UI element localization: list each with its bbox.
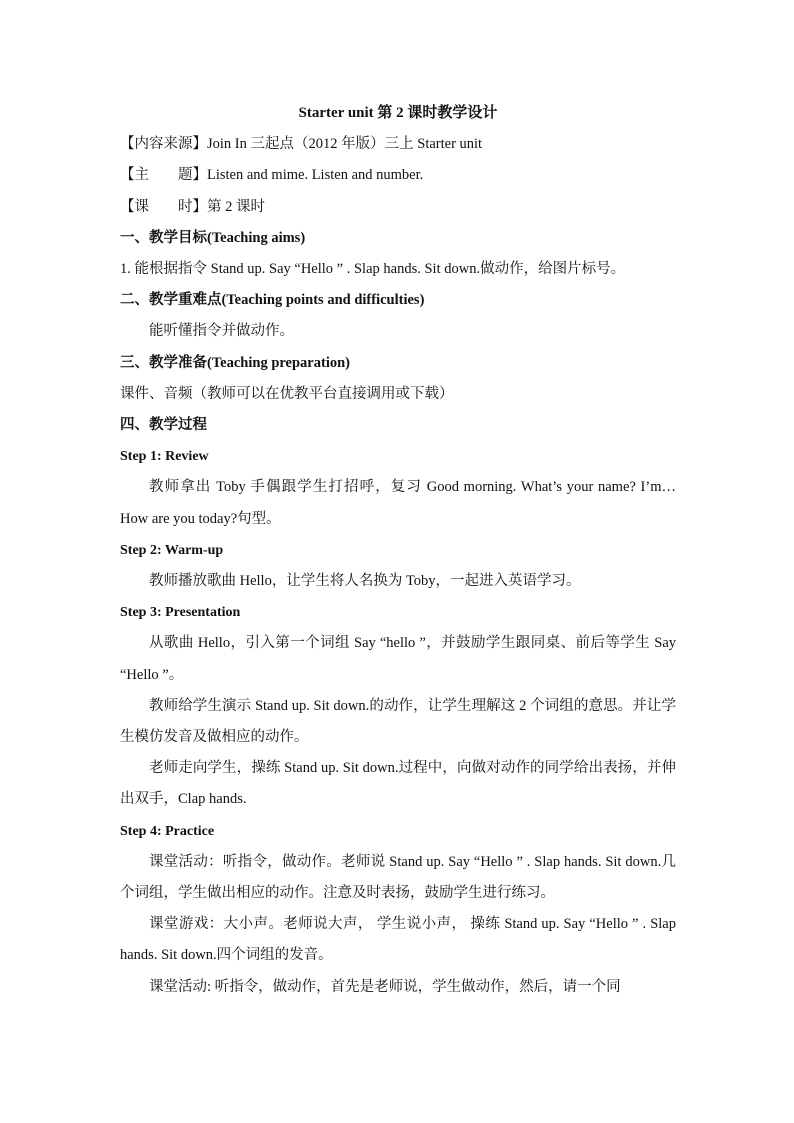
- meta-source: 【内容来源】Join In 三起点（2012 年版）三上 Starter unit: [120, 136, 483, 153]
- step-2-paragraph: 教师播放歌曲 Hello，让学生将人名换为 Toby，一起进入英语学习。: [149, 573, 581, 590]
- document-body: [120, 98, 676, 1003]
- step-1-title: Step 1: Review: [120, 449, 209, 465]
- step-2-title: Step 2: Warm-up: [120, 542, 224, 558]
- step-3-paragraph-3: 老师走向学生，操练 Stand up. Sit down.过程中，向做对动作的同学给出表扬，并伸出双手，Clap hands.: [120, 760, 676, 808]
- points-heading: 二、教学重难点(Teaching points and difficulties): [120, 292, 425, 309]
- document-title: Starter unit 第 2 课时教学设计: [298, 105, 498, 121]
- step-3-title: Step 3: Presentation: [120, 605, 241, 621]
- aims-item: 1. 能根据指令 Stand up. Say “Hello ” . Slap hands. Sit down.做动作，给图片标号。: [120, 261, 626, 278]
- step-3-paragraph-2: 教师给学生演示 Stand up. Sit down.的动作，让学生理解这 2 个词组的意思。并让学生模仿发音及做相应的动作。: [120, 697, 676, 746]
- step-4-paragraph-3: 课堂活动: 听指令，做动作，首先是老师说，学生做动作，然后，请一个同: [149, 978, 621, 995]
- meta-topic: 【主 题】Listen and mime. Listen and number.: [120, 167, 424, 184]
- step-4-paragraph-2: 课堂游戏：大小声。老师说大声， 学生说小声， 操练 Stand up. Say “Hello ” . Slap hands. Sit down.四个词组的发音。: [120, 916, 676, 964]
- step-3-paragraph-1: 从歌曲 Hello，引入第一个词组 Say “hello ”，并鼓励学生跟同桌、前后等学生 Say “Hello ”。: [120, 635, 676, 683]
- meta-period: 【课 时】第 2 课时: [120, 198, 265, 215]
- step-4-title: Step 4: Practice: [120, 823, 215, 839]
- prep-heading: 三、教学准备(Teaching preparation): [120, 354, 350, 371]
- aims-heading: 一、教学目标(Teaching aims): [120, 229, 306, 246]
- points-text: 能听懂指令并做动作。: [149, 323, 294, 340]
- prep-text: 课件、音频（教师可以在优教平台直接调用或下载）: [120, 385, 454, 402]
- step-4-paragraph-1: 课堂活动：听指令，做动作。老师说 Stand up. Say “Hello ” . Slap hands. Sit down.几个词组，学生做出相应的动作。注意及时表扬，鼓励学生进行练习。: [120, 853, 676, 902]
- process-heading: 四、教学过程: [120, 417, 207, 434]
- step-1-paragraph: 教师拿出 Toby 手偶跟学生打招呼，复习 Good morning. What’s your name? I’m… How are you today?句型。: [120, 479, 676, 527]
